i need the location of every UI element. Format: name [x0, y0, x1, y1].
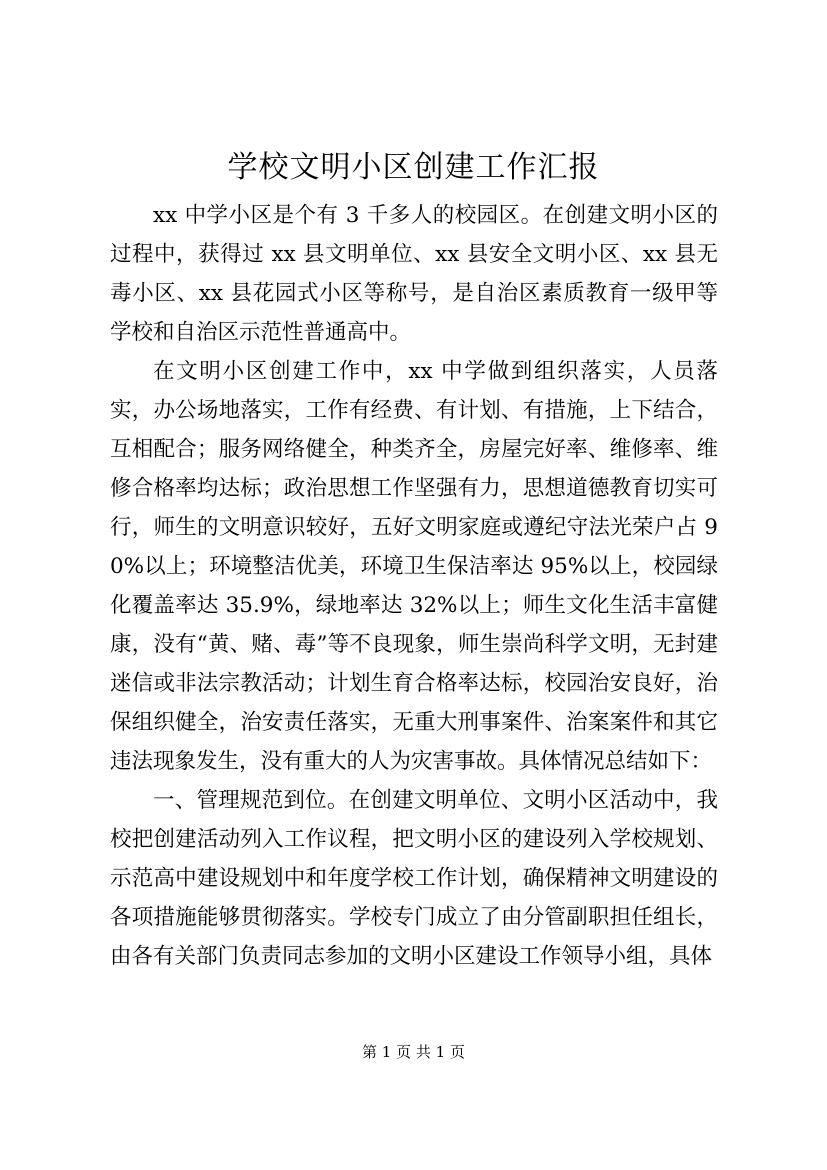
page-footer: 第 1 页 共 1 页 — [362, 1043, 465, 1061]
paragraph-overview: 在文明小区创建工作中，xx 中学做到组织落实，人员落实，办公场地落实，工作有经费、有计划、有措施，上下结合，互相配合；服务网络健全，种类齐全，房屋完好率、维修率、维修合格率均达标；政治思想工作坚强有力，思想道德教育切实可行，师生的文明意识较好，五好文明家庭或遵纪守法光荣户占 90%以上；环境整洁优美，环境卫生保洁率达 95%以上，校园绿化覆盖率达 35.9%，绿地率达 32%以上；师生文化生活丰富健康，没有“黄、赌、毒”等不良现象，师生崇尚科学文明，无封建迷信或非法宗教活动；计划生育合格率达标，校园治安良好，治保组织健全，治安责任落实，无重大刑事案件、治案案件和其它违法现象发生，没有重大的人为灾害事故。具体情况总结如下： — [110, 359, 718, 774]
document-body — [110, 196, 718, 976]
paragraph-management: 一、管理规范到位。在创建文明单位、文明小区活动中，我校把创建活动列入工作议程，把文明小区的建设列入学校规划、示范高中建设规划中和年度学校工作计划，确保精神文明建设的各项措施能够贯彻落实。学校专门成立了由分管副职担任组长，由各有关部门负责同志参加的文明小区建设工作领导小组，具体 — [110, 788, 718, 969]
document-title: 学校文明小区创建工作汇报 — [227, 150, 600, 185]
paragraph-intro: xx 中学小区是个有 3 千多人的校园区。在创建文明小区的过程中，获得过 xx 县文明单位、xx 县安全文明小区、xx 县无毒小区、xx 县花园式小区等称号，是自治区素质教育一级甲等学校和自治区示范性普通高中。 — [110, 203, 718, 345]
